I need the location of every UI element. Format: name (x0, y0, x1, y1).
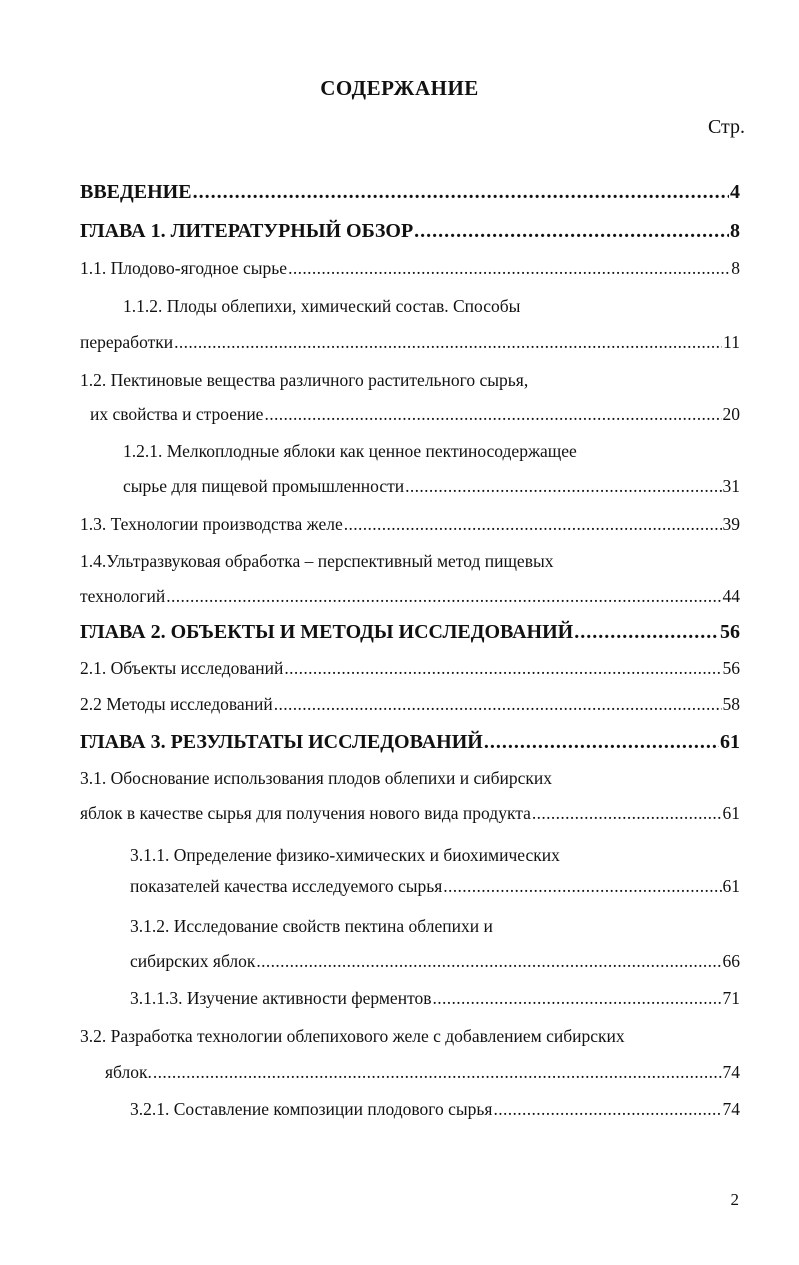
toc-entry-text: сырье для пищевой промышленности (123, 476, 405, 496)
toc-entry-text: показателей качества исследуемого сырья (130, 876, 443, 896)
toc-entry-page: 61 (720, 731, 740, 753)
toc-entry-page: 8 (730, 220, 740, 242)
toc-entry-text: технологий (80, 586, 166, 606)
toc-entry-2-1[interactable] (80, 658, 740, 688)
toc-entry-1-1[interactable] (80, 258, 740, 288)
leader-dots (166, 586, 721, 607)
toc-entry-3-2-line-2[interactable] (105, 1062, 740, 1092)
toc-entry-1-4-line-1[interactable]: 1.4.Ультразвуковая обработка – перспективный метод пищевых (80, 551, 554, 571)
toc-entry-page: 74 (722, 1099, 740, 1119)
leader-dots (153, 1062, 722, 1083)
toc-entry-3-1-1-line-1[interactable]: 3.1.1. Определение физико-химических и биохимических (130, 845, 560, 865)
page-number: 2 (730, 1190, 739, 1209)
toc-entry-3-1-2-line-2[interactable] (130, 951, 740, 981)
page-column-header: Стр. (707, 116, 745, 138)
toc-entry-1-1-2-line-1[interactable]: 1.1.2. Плоды облепихи, химический состав. Способы (123, 296, 521, 316)
toc-entry-text: 3.1.1.3. Изучение активности ферментов (130, 988, 432, 1008)
toc-entry-text: яблок. (105, 1062, 152, 1082)
leader-dots (484, 731, 719, 754)
toc-entry-3-1-2-line-1[interactable]: 3.1.2. Исследование свойств пектина облепихи и (130, 916, 493, 936)
leader-dots (288, 258, 730, 279)
leader-dots (264, 404, 721, 425)
toc-entry-page: 8 (731, 258, 740, 278)
toc-entry-chapter-3[interactable] (80, 731, 740, 761)
toc-entry-page: 66 (722, 951, 740, 971)
toc-entry-text: 1.3. Технологии производства желе (80, 514, 343, 534)
toc-entry-page: 11 (723, 332, 740, 352)
leader-dots (443, 876, 721, 897)
toc-entry-text: ВВЕДЕНИЕ (80, 181, 192, 203)
leader-dots (193, 181, 729, 204)
leader-dots (414, 220, 729, 243)
toc-entry-page: 58 (722, 694, 740, 714)
toc-entry-text: яблок в качестве сырья для получения нового вида продукта (80, 803, 531, 823)
page-title: СОДЕРЖАНИЕ (320, 76, 479, 100)
toc-entry-3-1-line-2[interactable] (80, 803, 740, 833)
toc-entry-text: ГЛАВА 1. ЛИТЕРАТУРНЫЙ ОБЗОР (80, 220, 414, 242)
toc-entry-text: сибирских яблок (130, 951, 256, 971)
toc-entry-3-1-1-line-2[interactable] (130, 876, 740, 906)
toc-entry-text: 2.1. Объекты исследований (80, 658, 284, 678)
toc-entry-text: ГЛАВА 2. ОБЪЕКТЫ И МЕТОДЫ ИССЛЕДОВАНИЙ (80, 621, 574, 643)
toc-entry-1-2-line-2[interactable] (90, 404, 740, 434)
toc-entry-1-2-1-line-1[interactable]: 1.2.1. Мелкоплодные яблоки как ценное пектиносодержащее (123, 441, 577, 461)
leader-dots (574, 621, 719, 644)
toc-entry-introduction[interactable] (80, 181, 740, 211)
toc-entry-page: 61 (722, 876, 740, 896)
leader-dots (274, 694, 722, 715)
toc-entry-text: 1.1. Плодово-ягодное сырье (80, 258, 288, 278)
toc-entry-3-1-line-1[interactable]: 3.1. Обоснование использования плодов облепихи и сибирских (80, 768, 553, 788)
leader-dots (532, 803, 722, 824)
toc-entry-page: 74 (722, 1062, 740, 1082)
toc-entry-text: ГЛАВА 3. РЕЗУЛЬТАТЫ ИССЛЕДОВАНИЙ (80, 731, 483, 753)
toc-entry-page: 71 (722, 988, 740, 1008)
leader-dots (405, 476, 721, 497)
leader-dots (493, 1099, 721, 1120)
toc-entry-1-2-line-1[interactable]: 1.2. Пектиновые вещества различного растительного сырья, (80, 370, 529, 390)
toc-entry-page: 56 (722, 658, 740, 678)
leader-dots (433, 988, 722, 1009)
toc-entry-text: 2.2 Методы исследований (80, 694, 273, 714)
toc-entry-text: 3.2.1. Составление композиции плодового сырья (130, 1099, 493, 1119)
toc-entry-3-2-1[interactable] (130, 1099, 740, 1129)
toc-entry-1-1-2-line-2[interactable] (80, 332, 740, 362)
toc-entry-1-3[interactable] (80, 514, 740, 544)
toc-entry-page: 31 (722, 476, 740, 496)
toc-entry-2-2[interactable] (80, 694, 740, 724)
toc-entry-3-2-line-1[interactable]: 3.2. Разработка технологии облепихового желе с добавлением сибирских (80, 1026, 625, 1046)
toc-entry-page: 44 (722, 586, 740, 606)
leader-dots (174, 332, 722, 353)
leader-dots (284, 658, 721, 679)
toc-entry-text: их свойства и строение (90, 404, 264, 424)
toc-entry-page: 4 (730, 181, 740, 203)
toc-entry-page: 56 (720, 621, 740, 643)
toc-entry-1-4-line-2[interactable] (80, 586, 740, 616)
toc-entry-1-2-1-line-2[interactable] (123, 476, 740, 506)
toc-entry-page: 39 (722, 514, 740, 534)
toc-entry-3-1-1-3[interactable] (130, 988, 740, 1018)
toc-entry-page: 20 (722, 404, 740, 424)
toc-entry-page: 61 (722, 803, 740, 823)
leader-dots (344, 514, 722, 535)
toc-entry-text: переработки (80, 332, 174, 352)
toc-entry-chapter-1[interactable] (80, 220, 740, 250)
leader-dots (256, 951, 721, 972)
toc-entry-chapter-2[interactable] (80, 621, 740, 651)
